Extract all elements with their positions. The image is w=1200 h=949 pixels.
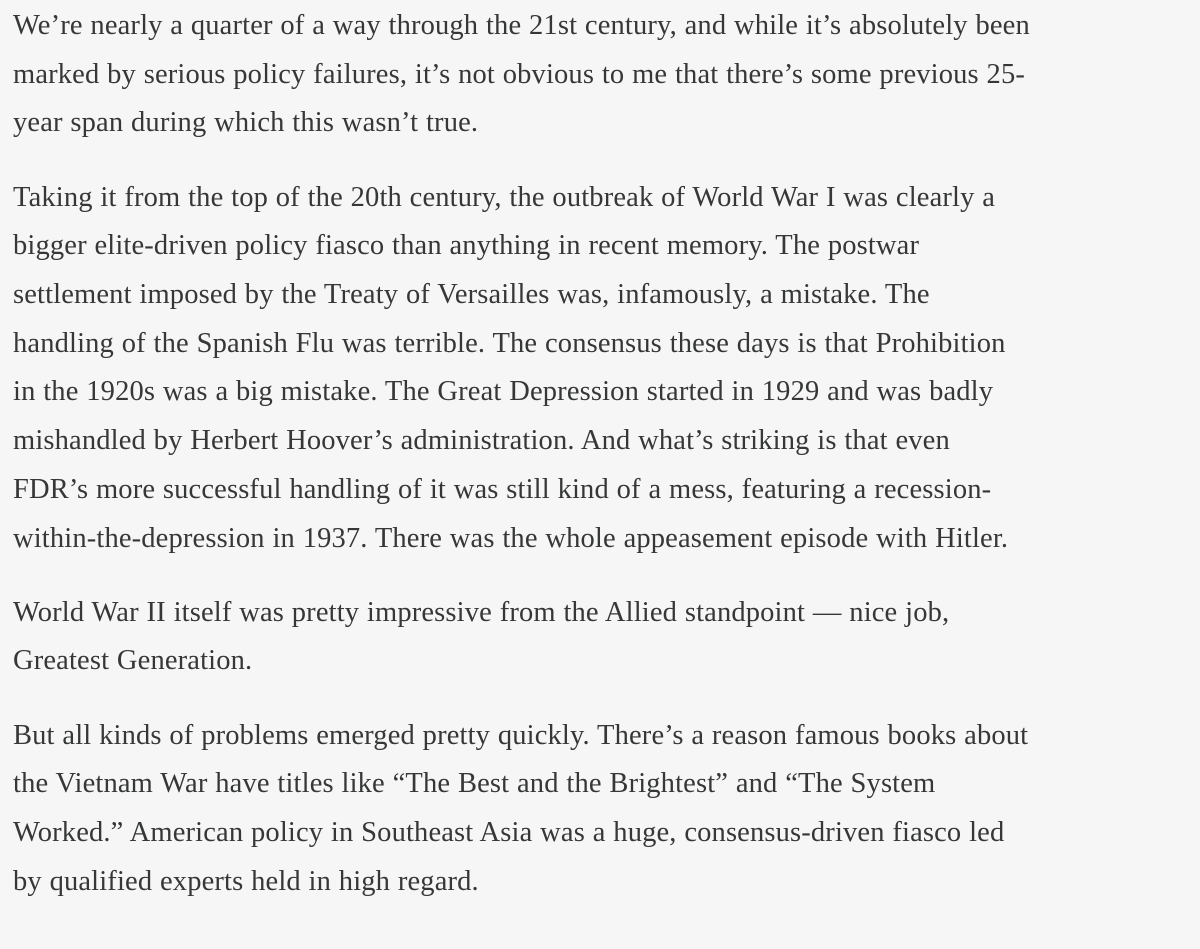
text-line: the Vietnam War have titles like “The Best and the Brightest” and “The System: [13, 768, 936, 800]
text-line: We’re nearly a quarter of a way through the 21st century, and while it’s absolutely been: [13, 10, 1030, 41]
text-line: handling of the Spanish Flu was terrible. The consensus these days is that Prohibition: [13, 327, 1006, 359]
paragraph-4: [13, 712, 1200, 907]
text-line: bigger elite-driven policy fiasco than anything in recent memory. The postwar: [13, 230, 920, 262]
text-line: World War II itself was pretty impressive from the Allied standpoint — nice job,: [13, 596, 950, 628]
text-line: Worked.” American policy in Southeast Asia was a huge, consensus-driven fiasco led: [13, 817, 1005, 849]
paragraph-1: [13, 2, 1200, 148]
text-line: Taking it from the top of the 20th century, the outbreak of World War I was clearly a: [13, 181, 996, 213]
text-line: within-the-depression in 1937. There was the whole appeasement episode with Hitler.: [13, 522, 1009, 554]
text-line: marked by serious policy failures, it’s not obvious to me that there’s some previous 25-: [13, 58, 1025, 90]
paragraph-3: [13, 589, 1200, 686]
text-line: in the 1920s was a big mistake. The Great Depression started in 1929 and was badly: [13, 376, 994, 408]
text-line: year span during which this wasn’t true.: [13, 107, 479, 139]
text-line: But all kinds of problems emerged pretty quickly. There’s a reason famous books about: [13, 719, 1029, 751]
text-line: FDR’s more successful handling of it was still kind of a mess, featuring a recession-: [13, 473, 992, 505]
paragraph-2: [13, 174, 1200, 564]
text-line: mishandled by Herbert Hoover’s administration. And what’s striking is that even: [13, 425, 950, 457]
text-line: settlement imposed by the Treaty of Versailles was, infamously, a mistake. The: [13, 279, 930, 311]
text-line: by qualified experts held in high regard.: [13, 865, 479, 897]
text-line: Greatest Generation.: [13, 645, 253, 677]
